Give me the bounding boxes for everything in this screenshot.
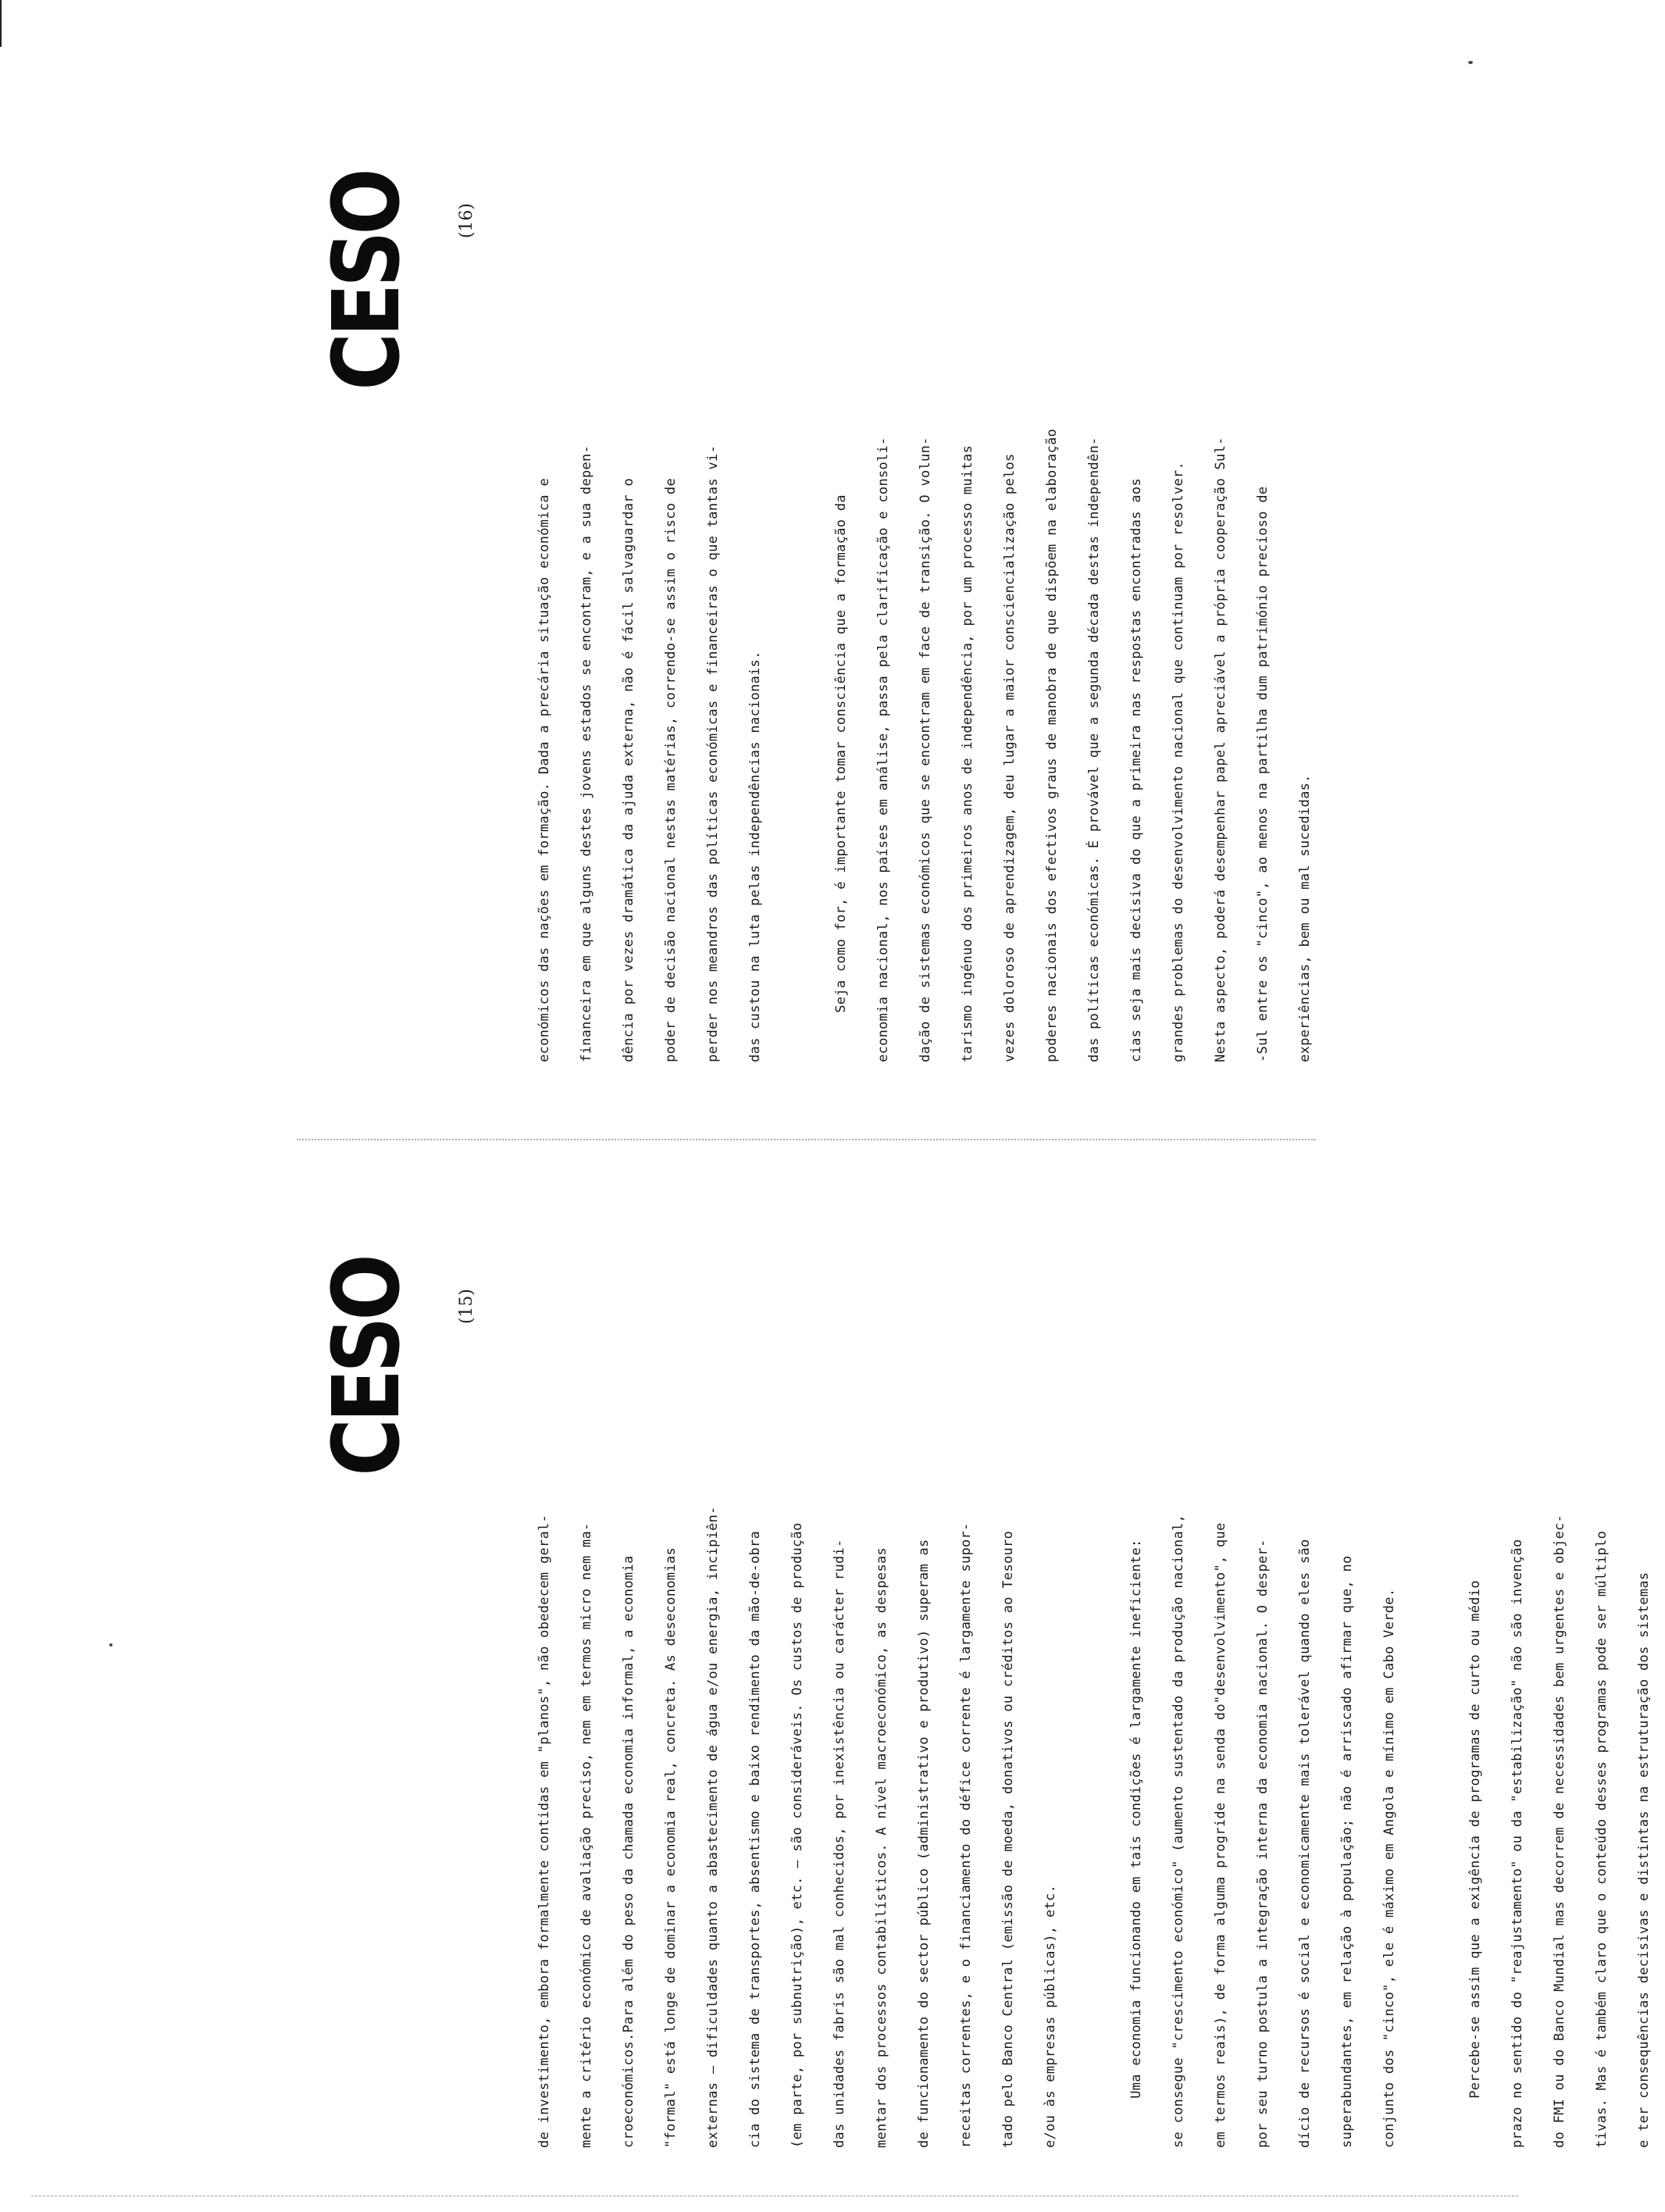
text-line: das unidades fabris são mal conhecidos, por inexistência ou carácter rudi- [832, 1539, 847, 2148]
page-16 [289, 141, 1554, 1078]
text-line: e ter consequências decisivas e distintas na estruturação dos sistemas [1636, 1572, 1652, 2148]
paragraph-gap [776, 187, 820, 1062]
text-line: financeira em que alguns destes jovens estados se encontram, e a sua depen- [579, 444, 594, 1062]
text-line: superabundantes, em relação à população; não é arriscado afirmar que, no [1339, 1555, 1355, 2148]
text-line: cias seja mais decisiva do que a primeira nas respostas encontradas aos [1128, 478, 1144, 1062]
text-line: do FMI ou do Banco Mundial mas decorrem de necessidades bem urgentes e objec- [1552, 1514, 1567, 2148]
text-line: se consegue "crescimento económico" (aumento sustentado da produção nacional, [1171, 1514, 1186, 2148]
scan-speck [109, 1643, 112, 1647]
text-line: poder de decisão nacional nestas matérias, correndo-se assim o risco de [663, 478, 679, 1062]
text-line: Nesta aspecto, poderá desempenhar papel apreciável a própria cooperação Sul- [1213, 437, 1228, 1062]
page-number: (15) [457, 1289, 476, 1325]
paragraph-gap [1410, 1273, 1454, 2148]
text-line: -Sul entre os "cinco", ao menos na partilha dum património precioso de [1255, 486, 1271, 1062]
scan-speck [1468, 61, 1473, 64]
text-line: das custou na luta pelas independências nacionais. [747, 651, 763, 1062]
text-line: croeconómicos.Para além do peso da chamada economia informal, a economia [621, 1555, 636, 2148]
page-15-text [523, 1273, 1665, 2148]
text-line: prazo no sentido do "reajustamento" ou da "estabilização" não são invenção [1510, 1539, 1525, 2148]
ceso-logo: CESO [312, 1258, 420, 1476]
text-line: (em parte, por subnutrição), etc. — são consideráveis. Os custos de produção [790, 1522, 805, 2148]
text-line: economia nacional, nos países em análise, passa pela clarificação e consoli- [875, 437, 891, 1062]
text-line: dência por vezes dramática da ajuda externa, não é fácil salvaguardar o [621, 478, 636, 1062]
text-line: tado pelo Banco Central (emissão de moeda, donativos ou créditos ao Tesouro [1000, 1530, 1016, 2148]
ceso-logo: CESO [312, 172, 420, 391]
text-line: receitas correntes, e o financiamento do défice corrente é largamente supor- [958, 1522, 974, 2148]
page-number: (16) [457, 203, 476, 239]
text-line: em termos reais), de forma alguma progride na senda do"desenvolvimento", que [1213, 1522, 1228, 2148]
text-line: experiências, bem ou mal sucedidas. [1297, 774, 1313, 1062]
text-line: poderes nacionais dos efectivos graus de manobra de que dispõem na elaboração [1044, 428, 1060, 1062]
page-16-text [523, 187, 1326, 1062]
page-15 [289, 1226, 1652, 2164]
text-line: mente a critério económico de avaliação preciso, nem em termos micro nem ma- [579, 1522, 594, 2148]
text-line: Uma economia funcionando em tais condições é largamente ineficiente: [1128, 1539, 1144, 2148]
text-line: de investimento, embora formalmente contidas em "planos", não obedecem geral- [537, 1514, 552, 2148]
text-line: de funcionamento do sector público (administrativo e produtivo) superam as [916, 1539, 932, 2148]
text-line: económicos das nações em formação. Dada a precária situação económica e [537, 478, 552, 1062]
paragraph-gap [1071, 1273, 1115, 2148]
text-line: tarismo ingénuo dos primeiros anos de independência, por um processo muitas [960, 444, 975, 1062]
text-line: dício de recursos é social e economicamente mais tolerável quando eles são [1297, 1539, 1313, 2148]
text-line: conjunto dos "cinco", ele é máximo em Angola e mínimo em Cabo Verde. [1382, 1588, 1397, 2148]
text-line: vezes doloroso de aprendizagem, deu lugar a maior consciencialização pelos [1002, 453, 1018, 1062]
text-line: "formal" está longe de dominar a economia real, concreta. As deseconomias [663, 1547, 679, 2148]
text-line: mentar dos processos contabilísticos. A nível macroeconómico, as despesas [874, 1547, 890, 2148]
text-line: grandes problemas do desenvolvimento nacional que continuam por resolver. [1171, 461, 1186, 1062]
text-line: e/ou às empresas públicas), etc. [1043, 1884, 1058, 2148]
text-line: dação de sistemas económicos que se encontram em face de transição. O volun- [918, 437, 933, 1062]
text-line: por seu turno postula a integração interna da economia nacional. O desper- [1255, 1539, 1271, 2148]
text-line: tivas. Mas é também claro que o conteúdo desses programas pode ser múltiplo [1594, 1530, 1610, 2148]
text-line: Percebe-se assim que a exigência de programas de curto ou médio [1467, 1580, 1483, 2148]
text-line: externas — dificuldades quanto a abastecimento de água e/ou energia, incipiên- [705, 1506, 721, 2148]
text-line: Seja como for, é importante tomar consciência que a formação da [833, 494, 849, 1062]
scan-edge-mark [0, 0, 2, 47]
text-line: perder nos meandros das políticas económicas e financeiras o que tantas vi- [705, 444, 721, 1062]
text-line: das políticas económicas. É provável que a segunda década destas independên- [1086, 437, 1102, 1062]
text-line: cia do sistema de transportes, absentismo e baixo rendimento da mão-de-obra [747, 1530, 763, 2148]
page-fold-line [297, 1139, 1315, 1140]
